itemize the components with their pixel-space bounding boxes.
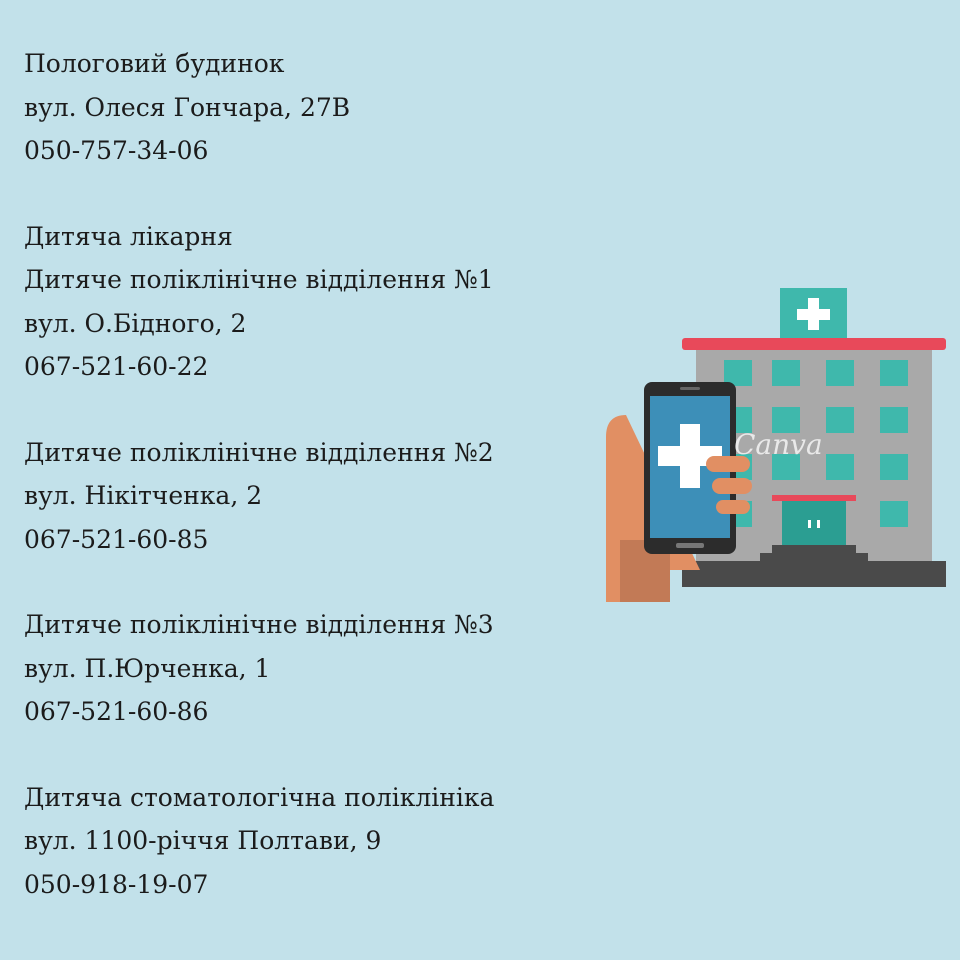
contact-phone: 067-521-60-22 [24, 352, 209, 381]
entrance-canopy [772, 495, 856, 501]
hospital-roof [682, 338, 946, 350]
hospital-sign-icon [780, 288, 847, 340]
contacts-list [24, 42, 584, 948]
hospital-illustration-svg [600, 280, 952, 610]
contact-block-dental [24, 776, 584, 907]
contact-address: вул. Олеся Гончара, 27В [24, 92, 351, 122]
contact-phone: 050-918-19-07 [24, 869, 209, 899]
contact-address: вул. Нікітченка, 2 [24, 481, 263, 510]
contact-address: вул. О.Бідного, 2 [24, 308, 247, 338]
contact-title: Дитяча лікарня [24, 221, 233, 251]
hospital-door [782, 501, 846, 545]
hospital-phone-illustration [600, 280, 952, 610]
contact-block-polyclinic-2 [24, 431, 584, 562]
contact-block-maternity [24, 42, 584, 173]
contact-address: вул. 1100-річчя Полтави, 9 [24, 826, 382, 855]
canva-watermark: Canva [734, 428, 823, 461]
contact-address: вул. П.Юрченка, 1 [24, 653, 271, 683]
contact-title: Пологовий будинок [24, 49, 285, 78]
contact-title: Дитяче поліклінічне відділення №2 [24, 437, 494, 467]
contact-title: Дитяче поліклінічне відділення №3 [24, 610, 494, 639]
contact-phone: 050-757-34-06 [24, 136, 209, 165]
contact-block-children-hospital [24, 215, 584, 389]
contact-phone: 067-521-60-85 [24, 524, 209, 554]
contact-block-polyclinic-3 [24, 603, 584, 734]
contact-phone: 067-521-60-86 [24, 697, 209, 726]
contact-title: Дитяча стоматологічна поліклініка [24, 782, 495, 812]
contact-subtitle: Дитяче поліклінічне відділення №1 [24, 265, 494, 294]
